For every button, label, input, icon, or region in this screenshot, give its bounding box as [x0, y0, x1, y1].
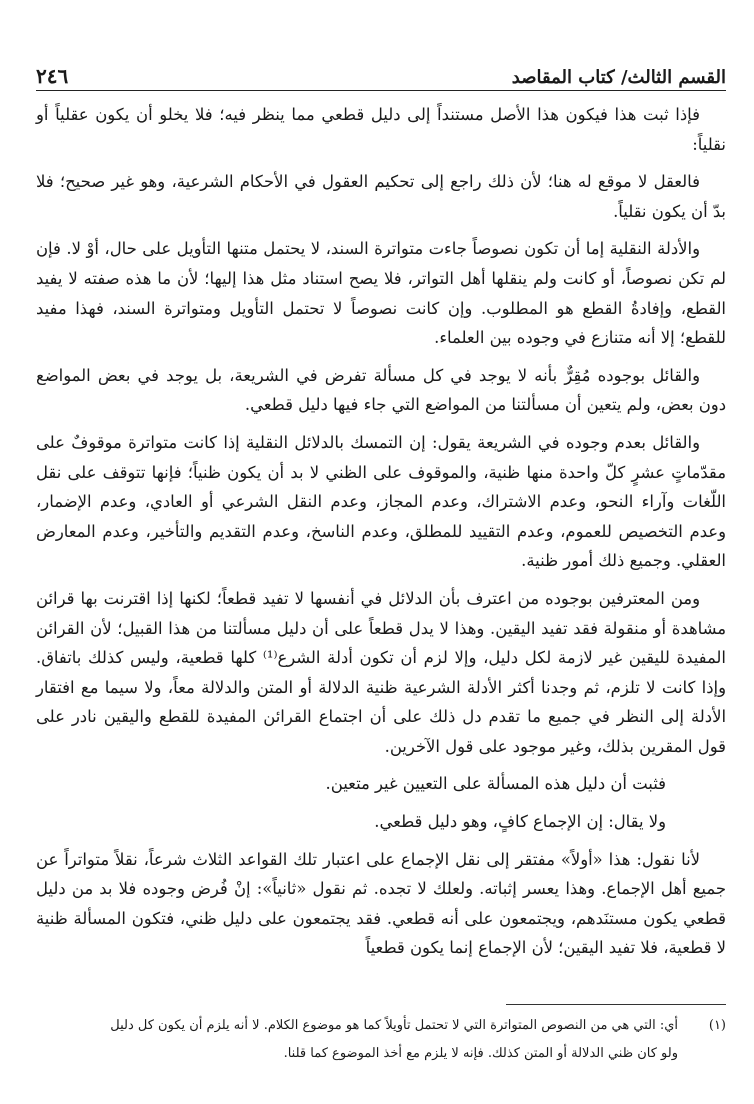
chapter-title: القسم الثالث/ كتاب المقاصد — [511, 67, 726, 88]
footnote — [36, 1012, 726, 1068]
paragraph: ومن المعترفين بوجوده من اعترف بأن الدلائل في أنفسها لا تفيد قطعاً؛ لكنها إذا اقترنت بها قرائن مشاهدة أو منقولة فقد تفيد اليقين. وهذا لا يدل قطعاً على أن دليل مسألتنا من هذا القبيل؛ لأن القرائن المفيدة لليقين غير لازمة لكل دليل، وإلا لزم أن تكون أدلة الشرع⁽¹⁾ كلها قطعية، وليس كذلك باتفاق. وإذا كانت لا تلزم، ثم وجدنا أكثر الأدلة الشرعية ظنية الدلالة أو المتن والدلالة معاً، ولا سيما مع افتقار الأدلة إلى النظر في جميع ما تقدم دل ذلك على أن اجتماع القرائن المفيدة للقطع واليقين نادر على قول المقرين بذلك، وغير موجود على قول الآخرين. — [36, 588, 726, 756]
paragraph: فالعقل لا موقع له هنا؛ لأن ذلك راجع إلى تحكيم العقول في الأحكام الشرعية، وهو غير صحيح؛ فلا بدّ أن يكون نقلياً. — [36, 172, 726, 221]
page-number: ٢٤٦ — [36, 64, 69, 88]
paragraph: والقائل بوجوده مُقِرٌّ بأنه لا يوجد في كل مسألة تفرض في الشريعة، بل يوجد في بعض المواضع دون بعض، ولم يتعين أن مسألتنا من المواضع التي جاء فيها دليل قطعي. — [36, 365, 726, 415]
footnote-number: (١) — [708, 1018, 726, 1033]
footnote-line: أي: التي هي من النصوص المتواترة التي لا تحتمل تأويلاً كما هو موضوع الكلام. لا أنه يلزم أن يكون كل دليل — [110, 1018, 678, 1033]
running-header — [36, 58, 726, 88]
paragraph: لأنا نقول: هذا «أولاً» مفتقر إلى نقل الإجماع على اعتبار تلك القواعد الثلاث شرعاً، نقلاً متواتراً عن جميع أهل الإجماع. وهذا يعسر إثباته. ولعلك لا تجده. ثم نقول «ثانياً»: إنْ فُرض وجوده فلا بد من دليل قطعي يكون مستنَدهم، ويجتمعون على أنه قطعي. فقد يجتمعون على دليل ظني، فتكون المسألة ظنية لا قطعية، فلا تفيد اليقين؛ لأن الإجماع إنما يكون قطعياً — [36, 849, 726, 958]
main-text — [36, 100, 726, 971]
paragraph: والأدلة النقلية إما أن تكون نصوصاً جاءت متواترة السند، لا يحتمل متنها التأويل على حال، أوْ لا. فإن لم تكن نصوصاً، أو كانت ولم ينقلها أهل التواتر، فلا يصح استناد مثل هذا إليها؛ لأن ما هذه صفته لا يفيد القطع، وإفادةُ القطع هو المطلوب. وإن كانت نصوصاً لا تحتمل التأويل ومتواترة السند، فهذا مفيد للقطع؛ إلا أنه متنازع في وجوده بين العلماء. — [36, 239, 726, 348]
footnote-line: ولو كان ظني الدلالة أو المتن كذلك. فإنه لا يلزم مع أخذ الموضوع كما قلنا. — [283, 1046, 678, 1061]
paragraph: فإذا ثبت هذا فيكون هذا الأصل مستنداً إلى دليل قطعي مما ينظر فيه؛ فلا يخلو أن يكون عقلياً أو نقلياً: — [36, 105, 726, 154]
header-rule — [36, 90, 726, 91]
footnote-text — [36, 1012, 678, 1068]
footnotes — [36, 1012, 726, 1068]
paragraph: فثبت أن دليل هذه المسألة على التعيين غير متعين. — [325, 774, 666, 794]
paragraph: والقائل بعدم وجوده في الشريعة يقول: إن التمسك بالدلائل النقلية إذا كانت متواترة موقوفٌ على مقدّماتٍ عشرٍ كلّ واحدة منها ظنية، والموقوف على الظني لا بد أن يكون ظنياً؛ فإنها تتوقف على نقل اللّغات وآراء النحو، وعدم الاشتراك، وعدم المجاز، وعدم النقل الشرعي أو العادي، وعدم الإضمار، وعدم التخصيص للعموم، وعدم التقييد للمطلق، وعدم الناسخ، وعدم التقديم والتأخير، وعدم المعارض العقلي. وجميع ذلك أمور ظنية. — [36, 432, 726, 571]
paragraph: ولا يقال: إن الإجماع كافٍ، وهو دليل قطعي. — [374, 812, 666, 832]
footnote-rule — [506, 1004, 726, 1005]
